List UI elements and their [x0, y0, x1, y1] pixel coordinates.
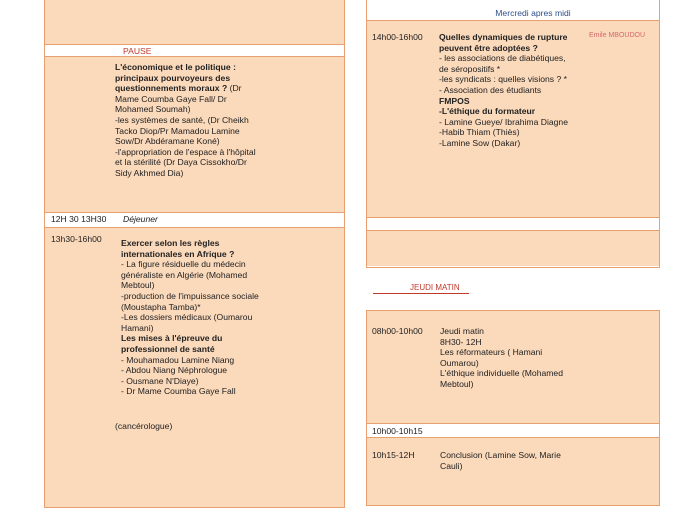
text-line: Mohamed Soumah) [115, 104, 191, 115]
block-subtitle-line: professionnel de santé [121, 343, 215, 354]
text-line: Mebtoul) [440, 378, 474, 389]
text-line: Hamani) [121, 322, 154, 333]
text-line: - Lamine Gueye/ Ibrahima Diagne [439, 116, 568, 127]
block-subtitle-line: Les mises à l'épreuve du [121, 333, 223, 344]
text-line: - La figure résiduelle du médecin [121, 259, 246, 270]
row-divider [45, 44, 344, 45]
block-title-line: Quelles dynamiques de rupture [439, 32, 568, 42]
row-divider [367, 217, 659, 218]
text-line: et la stérilité (Dr Daya Cissokho/Dr [115, 157, 247, 168]
top-empty-cell [45, 0, 344, 44]
conclusion-session [367, 438, 659, 505]
break-time: 10h00-10h15 [372, 426, 423, 436]
text-line: Cauli) [440, 460, 463, 471]
text-line: Sow/Dr Abdéramane Koné) [115, 136, 220, 147]
jeudi-heading: JEUDI MATIN [410, 283, 460, 292]
text-line: Conclusion (Lamine Sow, Marie [440, 450, 561, 460]
text-line: L'éthique individuelle (Mohamed [440, 368, 563, 379]
text-line: généraliste en Algérie (Mohamed [121, 269, 248, 280]
pause-label: PAUSE [123, 46, 152, 56]
rupture-dynamics-block [367, 21, 659, 217]
left-schedule-column [44, 0, 345, 508]
text-line: Tacko Diop/Pr Mamadou Lamine [115, 125, 240, 136]
text-line: Sidy Akhmed Dia) [115, 167, 184, 178]
lunch-time: 12H 30 13H30 [51, 214, 107, 224]
text-line: -production de l'impuissance sociale [121, 290, 259, 301]
speaker-tag: Emile MBOUDOU [589, 32, 646, 39]
block-title-line: principaux pourvoyeurs des [115, 72, 231, 83]
text-line: -Habib Thiam (Thiès) [439, 127, 520, 138]
block-title-line: internationales en Afrique ? [121, 248, 235, 259]
text-line: - Association des étudiants [439, 84, 542, 95]
text-line: Jeudi matin [440, 326, 484, 336]
text-line: Mame Coumba Gaye Fall/ Dr [115, 93, 227, 104]
wednesday-header: Mercredi apres midi [495, 8, 571, 18]
empty-cell [367, 231, 659, 266]
jeudi-underline [373, 293, 469, 294]
text-line: -Les dossiers médicaux (Oumarou [121, 312, 253, 323]
text-line: -les systèmes de santé, (Dr Cheikh [115, 114, 249, 125]
international-rules-block [45, 228, 344, 507]
session-time: 10h15-12H [372, 450, 415, 460]
row-divider [45, 212, 344, 213]
row-divider [367, 230, 659, 231]
text-line: -l'appropriation de l'espace à l'hôpital [115, 146, 256, 157]
session-time: 14h00-16h00 [372, 32, 423, 42]
text-line: - les associations de diabétiques, [439, 53, 566, 64]
text-line: 8H30- 12H [440, 336, 482, 347]
text-line: - Dr Mame Coumba Gaye Fall [121, 386, 236, 397]
block-title-line: questionnements moraux ? [115, 83, 228, 94]
block-title-line: Exercer selon les règles [121, 238, 220, 248]
text-line: Mebtoul) [121, 280, 155, 291]
text-line: Les réformateurs ( Hamani [440, 347, 543, 358]
text-line: - Mouhamadou Lamine Niang [121, 354, 235, 365]
thursday-morning-column [366, 310, 660, 506]
block-title-line: peuvent être adoptées ? [439, 42, 538, 53]
text-line: (Moustapha Tamba)* [121, 301, 201, 312]
ethics-title: -L'éthique du formateur [439, 106, 536, 117]
text-line: de séropositifs * [439, 63, 501, 74]
text-line: - Abdou Niang Néphrologue [121, 365, 228, 376]
text-line: -Lamine Sow (Dakar) [439, 137, 521, 148]
text-line: FMPOS [439, 95, 470, 106]
lunch-label: Déjeuner [123, 214, 158, 224]
row-divider [367, 423, 659, 424]
wednesday-afternoon-column [366, 0, 660, 268]
thursday-first-session [367, 311, 659, 423]
text-line: - Ousmane N'Diaye) [121, 375, 199, 386]
text-line: -les syndicats : quelles visions ? * [439, 74, 568, 85]
text-line: (cancérologue) [115, 421, 173, 431]
text-line: Oumarou) [440, 357, 479, 368]
session-time: 13h30-16h00 [51, 234, 102, 244]
block-title-line: L'économique et le politique : [115, 62, 236, 72]
economics-politics-block [45, 57, 344, 212]
text-line: (Dr [227, 83, 242, 94]
session-time: 08h00-10h00 [372, 326, 423, 336]
row-divider [366, 311, 367, 423]
